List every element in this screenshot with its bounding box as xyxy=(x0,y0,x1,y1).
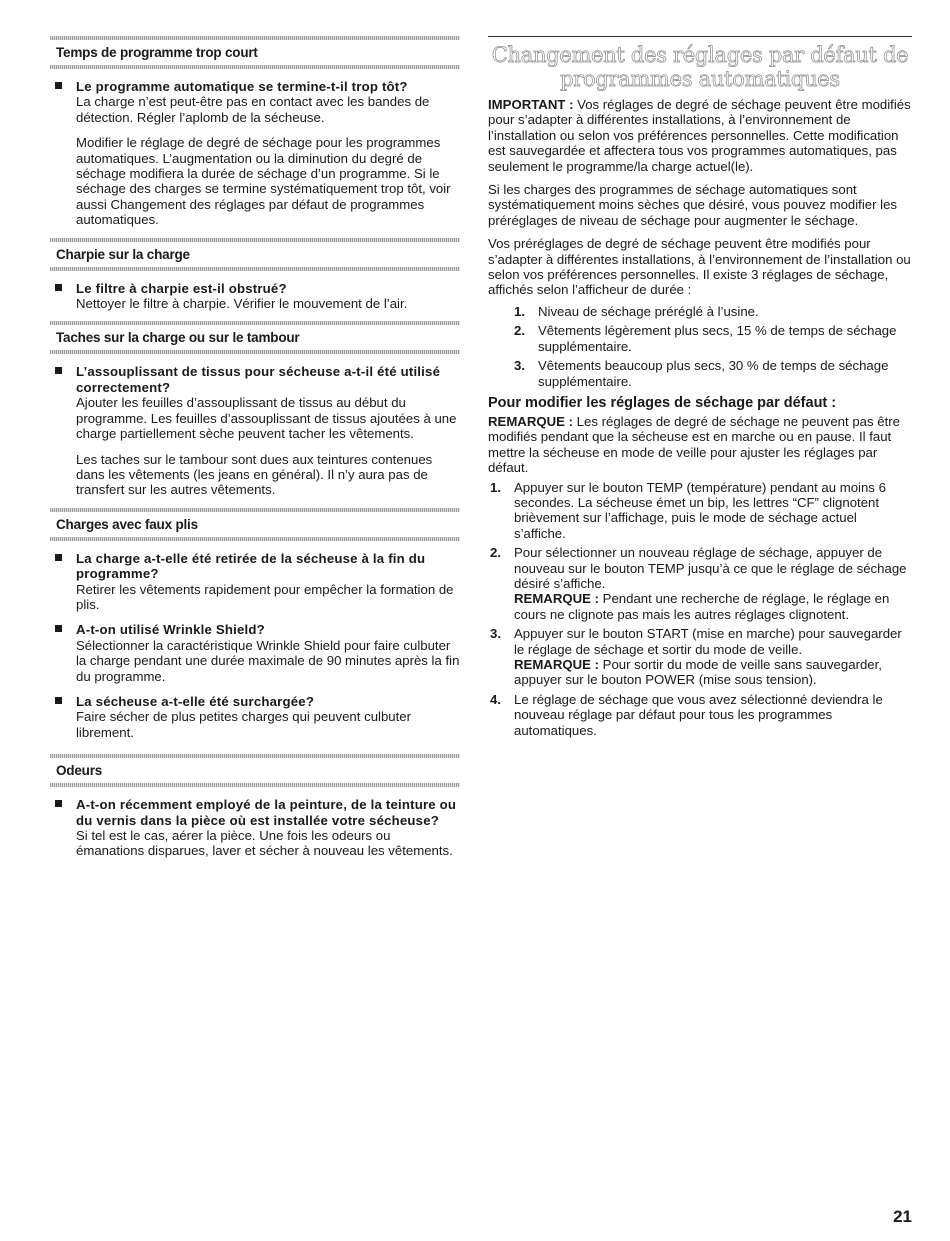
question-title: L’assouplissant de tissus pour sécheuse a-t-il été utilisé correctement? xyxy=(76,364,441,395)
step-item xyxy=(488,480,912,542)
list-text: Vêtements beaucoup plus secs, 30 % de temps de séchage supplémentaire. xyxy=(538,358,889,389)
question-title: Le filtre à charpie est-il obstrué? xyxy=(76,280,287,296)
important-label: IMPORTANT : xyxy=(488,97,574,112)
section-heading: Temps de programme trop court xyxy=(50,36,460,69)
section-heading: Taches sur la charge ou sur le tambour xyxy=(50,321,460,354)
remarque-label: REMARQUE : xyxy=(488,413,573,429)
step-note-text: Pour sortir du mode de veille sans sauvegarder, appuyer sur le bouton POWER (mise sous tension). xyxy=(514,657,882,688)
important-paragraph xyxy=(488,97,912,174)
step-text: Pour sélectionner un nouveau réglage de séchage, appuyer de nouveau sur le bouton TEMP jusqu’à ce que le réglage de séchage désiré s’affiche. xyxy=(514,545,907,591)
step-number: 2. xyxy=(490,545,501,561)
question-answer: Retirer les vêtements rapidement pour empêcher la formation de plis. xyxy=(76,581,454,612)
question-item xyxy=(50,281,460,312)
remarque-text: Les réglages de degré de séchage ne peuvent pas être modifiés pendant que la sécheuse est en marche ou en pause. Il faut mettre la sécheuse en mode de veille pour ajuster les réglages par défaut. xyxy=(488,413,900,476)
step-item xyxy=(488,692,912,738)
step-text: Appuyer sur le bouton START (mise en marche) pour sauvegarder le réglage de séchage et sortir du mode de veille. xyxy=(514,626,902,657)
question-title: La sécheuse a-t-elle été surchargée? xyxy=(76,693,315,709)
list-item xyxy=(488,304,912,319)
step-text: Appuyer sur le bouton TEMP (température) pendant au moins 6 secondes. La sécheuse émet un bip, les lettres “CF” clignotent brièvement sur l’affichage, puis le mode de séchage actuel s’affiche. xyxy=(514,479,886,541)
square-bullet-icon xyxy=(55,800,62,807)
question-item xyxy=(50,364,460,441)
paragraph: Si les charges des programmes de séchage automatiques sont systématiquement moins sèches que désiré, vous pouvez modifier les préréglages de niveau de séchage pour augmenter le séchage. xyxy=(488,182,898,228)
step-number: 1. xyxy=(490,479,501,495)
question-item xyxy=(50,797,460,859)
list-number: 1. xyxy=(514,303,525,319)
section-heading: Charges avec faux plis xyxy=(50,508,460,541)
question-title: Le programme automatique se termine-t-il trop tôt? xyxy=(76,79,408,94)
question-answer: Ajouter les feuilles d’assouplissant de tissus au début du programme. Les feuilles d’assouplissant de tissus ajoutées à une charge partiellement sèche peuvent tacher les vêtements. xyxy=(76,395,457,442)
question-item xyxy=(50,622,460,684)
dryness-levels-list xyxy=(488,304,912,389)
remarque-paragraph xyxy=(488,414,912,476)
section-heading: Odeurs xyxy=(50,754,460,787)
step-number: 3. xyxy=(490,626,501,642)
paragraph: Les taches sur le tambour sont dues aux teintures contenues dans les vêtements (les jeans en général). Il n’y aura pas de transfert sur les autres vêtements. xyxy=(76,451,433,498)
question-answer: Si tel est le cas, aérer la pièce. Une fois les odeurs ou émanations disparues, laver et sécher à nouveau les vêtements. xyxy=(76,828,453,859)
list-item xyxy=(488,323,912,354)
step-item xyxy=(488,545,912,622)
step-note-label: REMARQUE : xyxy=(514,657,599,672)
square-bullet-icon xyxy=(55,284,62,291)
square-bullet-icon xyxy=(55,625,62,632)
question-title: A-t-on récemment employé de la peinture, de la teinture ou du vernis dans la pièce où est installée votre sécheuse? xyxy=(76,797,457,828)
section-title-line1: Changement des réglages par défaut de xyxy=(491,43,909,67)
list-number: 3. xyxy=(514,358,525,374)
list-text: Niveau de séchage préréglé à l’usine. xyxy=(538,303,759,319)
section-heading: Charpie sur la charge xyxy=(50,238,460,271)
section-title-line2: programmes automatiques xyxy=(560,67,840,91)
question-item xyxy=(50,79,460,125)
square-bullet-icon xyxy=(55,554,62,561)
page-number: 21 xyxy=(893,1207,912,1226)
left-column xyxy=(50,36,460,869)
question-answer: Faire sécher de plus petites charges qui peuvent culbuter librement. xyxy=(76,709,412,740)
step-note-text: Pendant une recherche de réglage, le réglage en cours ne clignote pas mais les autres réglages clignotent. xyxy=(514,591,890,622)
step-note-label: REMARQUE : xyxy=(514,591,599,607)
paragraph: Modifier le réglage de degré de séchage pour les programmes automatiques. L’augmentation ou la diminution du degré de séchage modifiera la durée de séchage d’un programme. Si le séchage des charges se termine systématiquement trop tôt, voir aussi Changement des réglages par défaut de programmes automatiques. xyxy=(76,135,451,228)
step-item xyxy=(488,626,912,688)
question-title: A-t-on utilisé Wrinkle Shield? xyxy=(76,622,265,638)
step-text: Le réglage de séchage que vous avez sélectionné deviendra le nouveau réglage par défaut pour tous les programmes automatiques. xyxy=(514,691,883,738)
square-bullet-icon xyxy=(55,367,62,374)
important-text: Vos réglages de degré de séchage peuvent être modifiés pour s’adapter à différentes installations, à l’environnement de l’installation ou selon vos préférences personnelles. Cette modification est sauvegardée et affectera tous vos programmes automatiques, pas seulement le programme/la charge actuel(le). xyxy=(488,97,911,174)
list-number: 2. xyxy=(514,323,525,339)
right-column xyxy=(488,36,912,742)
steps-list xyxy=(488,480,912,739)
question-answer: Nettoyer le filtre à charpie. Vérifier le mouvement de l’air. xyxy=(76,296,408,312)
question-answer: La charge n’est peut-être pas en contact avec les bandes de détection. Régler l’aplomb de la sécheuse. xyxy=(76,94,430,125)
section-title-block xyxy=(488,36,912,91)
square-bullet-icon xyxy=(55,697,62,704)
subheading: Pour modifier les réglages de séchage par défaut : xyxy=(488,394,837,411)
question-item xyxy=(50,551,460,613)
question-item xyxy=(50,694,460,740)
paragraph: Vos préréglages de degré de séchage peuvent être modifiés pour s’adapter à différentes installations, à l’environnement de l’installation ou selon vos préférences personnelles. Il existe 3 réglages de séchage, affichés selon l’afficheur de durée : xyxy=(488,236,911,298)
question-answer: Sélectionner la caractéristique Wrinkle Shield pour faire culbuter la charge pendant une durée maximale de 90 minutes après la fin du programme. xyxy=(76,637,460,684)
step-number: 4. xyxy=(490,691,501,707)
list-item xyxy=(488,358,912,389)
question-title: La charge a-t-elle été retirée de la sécheuse à la fin du programme? xyxy=(76,550,426,582)
square-bullet-icon xyxy=(55,82,62,89)
list-text: Vêtements légèrement plus secs, 15 % de temps de séchage supplémentaire. xyxy=(538,323,897,354)
